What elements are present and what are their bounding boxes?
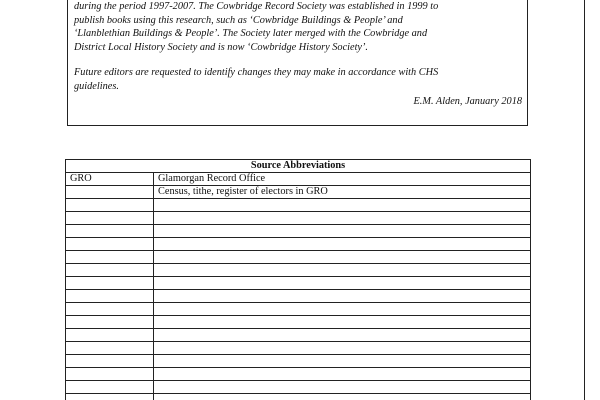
abbreviation-cell [66, 381, 154, 394]
description-cell [154, 355, 531, 368]
description-cell [154, 329, 531, 342]
page-border [584, 0, 585, 400]
table-row [66, 342, 531, 355]
table-row [66, 212, 531, 225]
table-title-row [66, 160, 531, 173]
description-cell [154, 316, 531, 329]
description-cell [154, 199, 531, 212]
table-row [66, 186, 531, 199]
description-cell [154, 264, 531, 277]
description-cell: Census, tithe, register of electors in GRO [154, 186, 531, 199]
abbreviation-cell [66, 290, 154, 303]
abbreviation-cell [66, 277, 154, 290]
abbreviation-cell [66, 212, 154, 225]
table-row [66, 251, 531, 264]
abbreviation-cell [66, 225, 154, 238]
table-row [66, 329, 531, 342]
description-cell [154, 303, 531, 316]
description-cell [154, 368, 531, 381]
table-row [66, 355, 531, 368]
abbreviation-cell [66, 329, 154, 342]
description-cell [154, 251, 531, 264]
abbreviation-cell [66, 394, 154, 400]
description-cell [154, 238, 531, 251]
description-cell: Glamorgan Record Office [154, 173, 531, 186]
abbreviation-cell [66, 238, 154, 251]
note-signature: E.M. Alden, January 2018 [413, 96, 522, 107]
note-paragraph-guidelines [74, 66, 522, 93]
note-line: publish books using this research, such as ‘Cowbridge Buildings & People’ and [74, 14, 403, 26]
abbreviation-cell [66, 368, 154, 381]
description-cell [154, 342, 531, 355]
abbreviation-cell [66, 303, 154, 316]
table-row [66, 290, 531, 303]
table-row [66, 381, 531, 394]
table-row [66, 238, 531, 251]
abbreviation-cell [66, 342, 154, 355]
abbreviation-cell: GRO [66, 173, 154, 186]
editorial-note-text [74, 0, 522, 94]
note-line: Future editors are requested to identify changes they may make in accordance with CHS [74, 67, 439, 79]
abbreviation-cell [66, 199, 154, 212]
abbreviation-cell [66, 186, 154, 199]
note-line: guidelines. [74, 80, 119, 92]
note-paragraph-history [74, 0, 522, 54]
note-line: ‘Llanblethian Buildings & People’. The Society later merged with the Cowbridge and [74, 28, 428, 40]
table-row [66, 303, 531, 316]
abbreviation-cell [66, 251, 154, 264]
description-cell [154, 290, 531, 303]
table-row [66, 264, 531, 277]
note-line: District Local History Society and is now ‘Cowbridge History Society’. [74, 41, 369, 53]
table-row [66, 368, 531, 381]
description-cell [154, 394, 531, 400]
table-row [66, 316, 531, 329]
table-row [66, 394, 531, 400]
abbreviation-cell [66, 264, 154, 277]
description-cell [154, 381, 531, 394]
table-body [66, 173, 531, 400]
table-row [66, 225, 531, 238]
table-title: Source Abbreviations [66, 160, 531, 173]
description-cell [154, 277, 531, 290]
note-line: during the period 1997-2007. The Cowbridge Record Society was established in 1999 to [74, 1, 439, 12]
editorial-note-box [67, 0, 528, 126]
abbreviation-cell [66, 316, 154, 329]
description-cell [154, 212, 531, 225]
table-row [66, 277, 531, 290]
source-abbreviations-table [65, 159, 531, 400]
description-cell [154, 225, 531, 238]
table-row [66, 173, 531, 186]
abbreviation-cell [66, 355, 154, 368]
table-row [66, 199, 531, 212]
